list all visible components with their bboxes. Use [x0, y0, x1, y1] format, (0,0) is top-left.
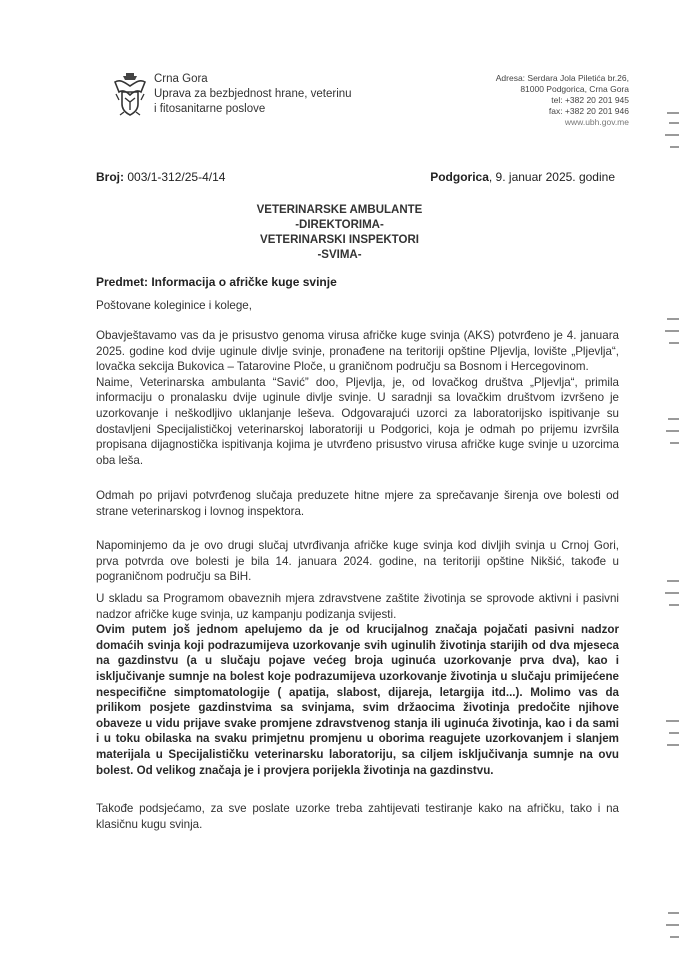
paragraph-text: U skladu sa Programom obaveznih mjera zdravstvene zaštite životinja se sprovode aktivni i pasivni nadzor afričke kuge svinja, uz kampanju podizanja svijesti.: [96, 592, 619, 621]
body-paragraph-7: [96, 801, 619, 832]
address-line: Adresa: Serdara Jola Piletića br.26,: [495, 73, 629, 83]
org-name-line1: Uprava za bezbjednost hrane, veterinu: [154, 88, 352, 100]
address-website: www.ubh.gov.me: [564, 117, 629, 127]
organization-block: [154, 72, 352, 117]
body-paragraph-3: [96, 488, 619, 519]
ref-label: Broj:: [96, 170, 124, 184]
body-paragraph-5: [96, 591, 619, 778]
recipient-line: -SVIMA-: [317, 249, 362, 261]
coat-of-arms-emblem: [112, 70, 148, 118]
date-city: Podgorica: [430, 170, 489, 184]
recipient-line: VETERINARSKE AMBULANTE: [256, 204, 423, 216]
paragraph-text: Odmah po prijavi potvrđenog slučaja preduzete hitne mjere za sprečavanje širenja ove bolesti od strane veterinarskog i lovnog inspektora.: [96, 489, 619, 518]
body-paragraph-4: [96, 538, 619, 585]
reference-number: [96, 170, 225, 184]
address-tel: tel: +382 20 201 945: [551, 95, 629, 105]
paragraph-text: Naime, Veterinarska ambulanta “Savić” doo, Pljevlja, je, od lovačkog društva „Pljevlja“, primila informaciju o pronalasku dvije uginule divlje svinje. U saradnji sa lovačkim društvom izvršeno je uzorkovanje i neškodljivo uklanjanje leševa. Odgovarajući uzorci za laboratorijsko ispitivanje su dostavljeni Specijalističkoj veterinarskoj laboratoriji u Podgorici, koja je odmah po prijemu izvršila propisana dijagnostička ispitivanja kojima je utvrđeno prisustvo virusa afričke kuge svinje u uzorcima oba leša.: [96, 375, 619, 467]
ref-value: 003/1-312/25-4/14: [127, 170, 226, 184]
recipients-block: [0, 203, 679, 263]
recipient-line: VETERINARSKI INSPEKTORI: [260, 234, 419, 246]
date-line: [430, 170, 615, 184]
recipient-line: -DIREKTORIMA-: [295, 219, 384, 231]
salutation: [96, 298, 619, 314]
org-country: Crna Gora: [154, 73, 208, 85]
paragraph-text: Obavještavamo vas da je prisustvo genoma virusa afričke kuge svinja (AKS) potvrđeno je 4. januara 2025. godine kod dvije uginule divlje svinje, pronađene na teritoriji opštine Pljevlja, lovište „Pljevlja“, lovačka sekcija Bukovica – Tatarovine Ploče, u graničnom području sa Bosnom i Hercegovinom.: [96, 329, 619, 374]
subject-line: Predmet: Informacija o afričke kuge svinje: [96, 275, 337, 289]
org-name-line2: i fitosanitarne poslove: [154, 103, 266, 115]
address-block: [496, 73, 629, 128]
paragraph-text: Napominjemo da je ovo drugi slučaj utvrđivanja afričke kuge svinja kod divljih svinja u Crnoj Gori, prva potvrda ove bolesti je bila 14. januara 2024. godine, na teritoriji opštine Nikšić, takođe u pograničnom području sa BiH.: [96, 539, 619, 584]
address-fax: fax: +382 20 201 946: [548, 106, 629, 116]
body-paragraph-1: [96, 328, 619, 468]
paragraph-text: Takođe podsjećamo, za sve poslate uzorke treba zahtijevati testiranje kako na afričku, tako i na klasičnu kugu svinja.: [96, 802, 619, 831]
paragraph-text-bold: Ovim putem još jednom apelujemo da je od krucijalnog značaja pojačati pasivni nadzor domaćih svinja koji podrazumijeva uzorkovanje svih uginulih životinja starijih od dva mjeseca na gazdinstvu (a u slučaju pojave većeg broja uginuća uzorkovanje prva dva), kao i isključivanje sumnje na bolest koje podrazumijeva uzorkovanje životinja u slučaju primijećene nespecifične simptomatologije ( apatija, slabost, dijareja, letargija itd...). Molimo vas da prilikom posjete gazdinstvima sa svinjama, svim držaocima životinja predočite njihove obaveze u vidu prijave svake promjene zdravstvenog stanja ili uginuća životinja, kao i da sami i u toku obilaska na svaku primjetnu promjenu u oborima reagujete uzorkovanjem i slanjem materijala u Specijalističku veterinarsku laboratoriju, sa ciljem isključivanja sumnje na ovu bolest. Od velikog značaja je i provjera porijekla životinja na gazdinstvu.: [96, 623, 619, 777]
address-city: 81000 Podgorica, Crna Gora: [520, 84, 629, 94]
date-value: , 9. januar 2025. godine: [488, 170, 615, 184]
salutation-text: Poštovane koleginice i kolege,: [96, 299, 252, 312]
